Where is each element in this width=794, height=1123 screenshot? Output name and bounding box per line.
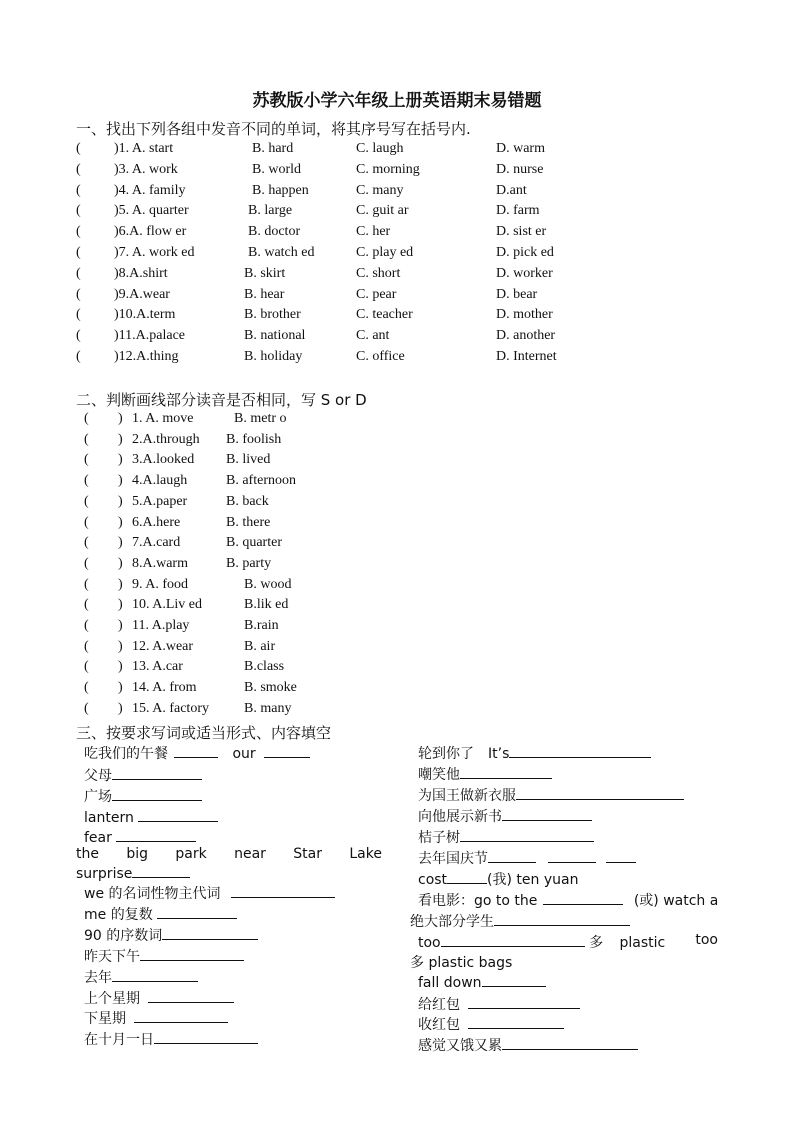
right-item-15: 感觉又饿又累 bbox=[418, 1035, 638, 1055]
row-close: )11.A.palace bbox=[114, 328, 185, 344]
row-close: )7. A. work ed bbox=[114, 245, 195, 260]
row-a: 4.A.laugh bbox=[132, 473, 188, 489]
row-close: ) bbox=[118, 535, 123, 551]
page-title: 苏教版小学六年级上册英语期末易错题 bbox=[252, 91, 542, 111]
row-a: 6.A.here bbox=[132, 514, 181, 530]
row-paren: ( bbox=[84, 473, 89, 489]
row-b: B. holiday bbox=[244, 349, 303, 364]
left-item-7: surprise bbox=[76, 864, 190, 882]
row-b: B. smoke bbox=[244, 680, 297, 696]
left-item-15: 在十月一日 bbox=[84, 1029, 258, 1049]
row-d: D. sist er bbox=[496, 224, 547, 240]
right-item-12: fall down bbox=[418, 973, 546, 991]
row-c: C. play ed bbox=[356, 245, 414, 260]
row-b: B. air bbox=[244, 638, 276, 654]
row-a: 9. A. food bbox=[132, 576, 188, 592]
left-item-14: 下星期 bbox=[84, 1008, 228, 1028]
right-item-11: 多 plastic bags bbox=[410, 955, 513, 971]
row-close: ) bbox=[118, 700, 123, 716]
right-item-7: cost (我) ten yuan bbox=[418, 872, 579, 888]
row-paren: ( bbox=[76, 286, 81, 302]
row-paren: ( bbox=[84, 535, 89, 551]
row-b: B. hear bbox=[244, 286, 285, 302]
row-d: D. Internet bbox=[496, 349, 557, 364]
row-d: D.ant bbox=[496, 182, 527, 198]
word: big bbox=[126, 846, 149, 862]
row-close: ) bbox=[118, 638, 123, 654]
row-close: )4. A. family bbox=[114, 182, 186, 198]
row-b: B. world bbox=[252, 161, 301, 177]
row-a: 12. A.wear bbox=[132, 638, 194, 654]
section3-heading: 三、按要求写词或适当形式、内容填空 bbox=[76, 724, 332, 742]
section2-heading: 二、判断画线部分读音是否相同，写 S or D bbox=[76, 391, 367, 409]
row-paren: ( bbox=[84, 411, 89, 426]
right-item-2: 嘲笑他 bbox=[418, 764, 552, 784]
left-item-12: 去年 bbox=[84, 967, 198, 987]
row-close: ) bbox=[118, 597, 123, 613]
row-b: B. watch ed bbox=[248, 245, 315, 260]
word: near bbox=[234, 846, 266, 862]
row-c: C. guit ar bbox=[356, 203, 409, 219]
row-paren: ( bbox=[84, 680, 89, 696]
right-item-1: 轮到你了 It’s bbox=[418, 743, 651, 763]
row-b: B. hard bbox=[252, 141, 294, 156]
row-d: D. farm bbox=[496, 203, 540, 219]
right-item-13: 给红包 bbox=[418, 994, 580, 1014]
row-close: ) bbox=[118, 452, 123, 468]
row-c: C. office bbox=[356, 349, 405, 364]
row-paren: ( bbox=[76, 203, 81, 219]
row-b: B.rain bbox=[244, 618, 279, 633]
left-item-6 bbox=[76, 846, 382, 862]
row-b: B. there bbox=[226, 514, 271, 530]
row-close: ) bbox=[118, 659, 123, 675]
row-paren: ( bbox=[84, 597, 89, 613]
row-paren: ( bbox=[76, 224, 81, 240]
word: the bbox=[76, 846, 99, 862]
row-b: B. skirt bbox=[244, 265, 286, 281]
right-item-10: too 多 plastic too bbox=[418, 932, 718, 951]
row-b: B.class bbox=[244, 659, 285, 675]
left-item-4: lantern bbox=[84, 808, 218, 826]
row-c: C. her bbox=[356, 224, 391, 240]
row-a: 3.A.looked bbox=[132, 452, 195, 468]
row-close: ) bbox=[118, 576, 123, 592]
row-paren: ( bbox=[84, 555, 89, 571]
row-close: )9.A.wear bbox=[114, 286, 170, 302]
row-close: )12.A.thing bbox=[114, 349, 179, 364]
right-item-8: 看电影：go to the (或) watch a bbox=[418, 893, 719, 909]
row-b: B. quarter bbox=[226, 535, 282, 551]
right-item-14: 收红包 bbox=[418, 1014, 564, 1034]
row-b: B. doctor bbox=[248, 224, 301, 240]
row-c: C. teacher bbox=[356, 307, 413, 323]
row-close: ) bbox=[118, 514, 123, 530]
left-item-10: 90 的序数词 bbox=[84, 925, 258, 945]
row-c: C. short bbox=[356, 265, 401, 281]
row-paren: ( bbox=[76, 328, 81, 344]
row-b: B. many bbox=[244, 700, 292, 716]
row-d: D. pick ed bbox=[496, 245, 554, 260]
row-close: )6.A. flow er bbox=[114, 224, 187, 240]
left-item-3: 广场 bbox=[84, 786, 202, 806]
row-d: D. nurse bbox=[496, 161, 544, 177]
row-a: 2.A.through bbox=[132, 431, 200, 447]
row-a: 8.A.warm bbox=[132, 555, 188, 571]
row-d: D. mother bbox=[496, 307, 553, 323]
row-close: )8.A.shirt bbox=[114, 265, 168, 281]
row-b: B. metr o bbox=[234, 411, 287, 426]
row-close: ) bbox=[118, 493, 123, 509]
row-close: )10.A.term bbox=[114, 307, 176, 323]
row-b: B. large bbox=[248, 203, 293, 219]
row-paren: ( bbox=[84, 659, 89, 675]
row-paren: ( bbox=[84, 514, 89, 530]
row-a: 14. A. from bbox=[132, 680, 197, 696]
row-b: B. afternoon bbox=[226, 473, 296, 489]
row-b: B. wood bbox=[244, 576, 292, 592]
row-c: C. ant bbox=[356, 328, 390, 344]
row-c: C. morning bbox=[356, 161, 420, 177]
row-paren: ( bbox=[84, 700, 89, 716]
row-d: D. another bbox=[496, 328, 556, 344]
left-item-8: we 的名词性物主代词 bbox=[84, 883, 335, 903]
left-item-1: 吃我们的午餐 our bbox=[84, 743, 310, 763]
row-b: B.lik ed bbox=[244, 597, 289, 613]
left-item-5: fear bbox=[84, 828, 196, 846]
right-item-6: 去年国庆节 bbox=[418, 848, 636, 868]
row-c: C. laugh bbox=[356, 141, 404, 156]
right-item-5: 桔子树 bbox=[418, 827, 594, 847]
row-a: 13. A.car bbox=[132, 659, 183, 675]
row-close: ) bbox=[118, 431, 123, 447]
left-item-2: 父母 bbox=[84, 765, 202, 785]
row-paren: ( bbox=[76, 349, 81, 364]
row-close: ) bbox=[118, 680, 123, 696]
left-item-11: 昨天下午 bbox=[84, 946, 244, 966]
row-paren: ( bbox=[84, 638, 89, 654]
row-close: ) bbox=[118, 555, 123, 571]
row-a: 15. A. factory bbox=[132, 700, 209, 716]
row-close: ) bbox=[118, 411, 123, 426]
row-paren: ( bbox=[84, 576, 89, 592]
word: Star bbox=[293, 846, 322, 862]
row-d: D. warm bbox=[496, 141, 545, 156]
row-c: C. many bbox=[356, 182, 404, 198]
row-c: C. pear bbox=[356, 286, 397, 302]
row-a: 11. A.play bbox=[132, 618, 190, 633]
row-a: 10. A.Liv ed bbox=[132, 597, 202, 613]
left-item-13: 上个星期 bbox=[84, 988, 234, 1008]
row-b: B. national bbox=[244, 328, 306, 344]
row-b: B. back bbox=[226, 493, 269, 509]
word: park bbox=[175, 846, 207, 862]
row-b: B. foolish bbox=[226, 431, 282, 447]
row-b: B. brother bbox=[244, 307, 301, 323]
row-paren: ( bbox=[84, 493, 89, 509]
right-item-4: 向他展示新书 bbox=[418, 806, 592, 826]
row-paren: ( bbox=[76, 245, 81, 260]
row-close: ) bbox=[118, 473, 123, 489]
row-d: D. worker bbox=[496, 265, 553, 281]
row-b: B. party bbox=[226, 555, 272, 571]
row-paren: ( bbox=[84, 452, 89, 468]
row-b: B. lived bbox=[226, 452, 271, 468]
row-b: B. happen bbox=[252, 182, 309, 198]
row-close: )3. A. work bbox=[114, 161, 178, 177]
row-paren: ( bbox=[84, 431, 89, 447]
row-close: )1. A. start bbox=[114, 141, 174, 156]
row-a: 5.A.paper bbox=[132, 493, 188, 509]
row-d: D. bear bbox=[496, 286, 538, 302]
row-close: ) bbox=[118, 618, 123, 633]
row-paren: ( bbox=[76, 307, 81, 323]
row-paren: ( bbox=[76, 182, 81, 198]
left-item-9: me 的复数 bbox=[84, 904, 237, 924]
word: Lake bbox=[349, 846, 382, 862]
row-a: 1. A. move bbox=[132, 411, 194, 426]
row-paren: ( bbox=[76, 161, 81, 177]
row-paren: ( bbox=[84, 618, 89, 633]
section1-heading: 一、找出下列各组中发音不同的单词，将其序号写在括号内. bbox=[76, 120, 471, 138]
row-paren: ( bbox=[76, 141, 81, 156]
row-paren: ( bbox=[76, 265, 81, 281]
right-item-9: 绝大部分学生 bbox=[410, 911, 630, 931]
right-item-3: 为国王做新衣服 bbox=[418, 785, 684, 805]
row-close: )5. A. quarter bbox=[114, 203, 189, 219]
row-a: 7.A.card bbox=[132, 535, 181, 551]
